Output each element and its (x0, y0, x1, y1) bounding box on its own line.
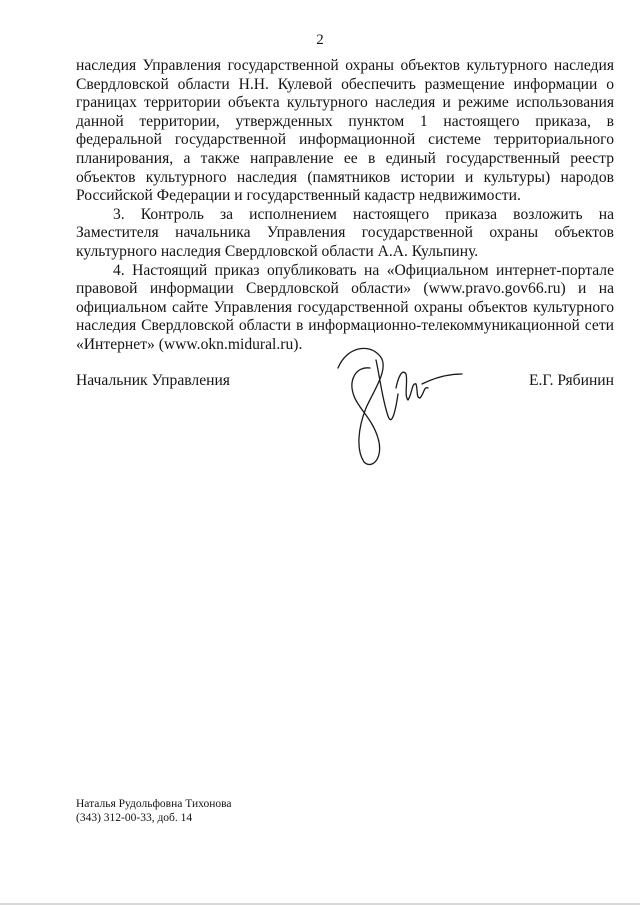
contact-phone: (343) 312-00-33, доб. 14 (76, 812, 193, 824)
document-body (76, 57, 614, 355)
footer-contact (76, 797, 232, 825)
paragraph-item-4: 4. Настоящий приказ опубликовать на «Официальном интернет-портале правовой информации Свердловской области» (www.pravo.gov66.ru) и на официальном сайте Управления государственной охраны объектов культурного наследия Свердловской области в информационно-телекоммуникационной сети «Интернет» (www.okn.midural.ru). (76, 261, 614, 353)
handwritten-signature (318, 338, 468, 470)
signatory-title: Начальник Управления (76, 372, 230, 389)
page-number: 2 (316, 32, 324, 48)
paragraph-continuation: наследия Управления государственной охраны объектов культурного наследия Свердловской области Н.Н. Кулевой обеспечить размещение информации о границах территории объекта культурного наследия и режиме использования данной территории, утвержденных пунктом 1 настоящего приказа, в федеральной государственной информационной системе территориального планирования, а также направление ее в единый государственный реестр объектов культурного наследия (памятников истории и культуры) народов Российской Федерации и государственный кадастр недвижимости. (76, 57, 614, 205)
contact-name: Наталья Рудольфовна Тихонова (76, 798, 232, 810)
paragraph-item-3: 3. Контроль за исполнением настоящего приказа возложить на Заместителя начальника Управления государственной охраны объектов культурного наследия Свердловской области А.А. Кульпину. (76, 205, 614, 260)
signatory-name: Е.Г. Рябинин (528, 372, 614, 389)
